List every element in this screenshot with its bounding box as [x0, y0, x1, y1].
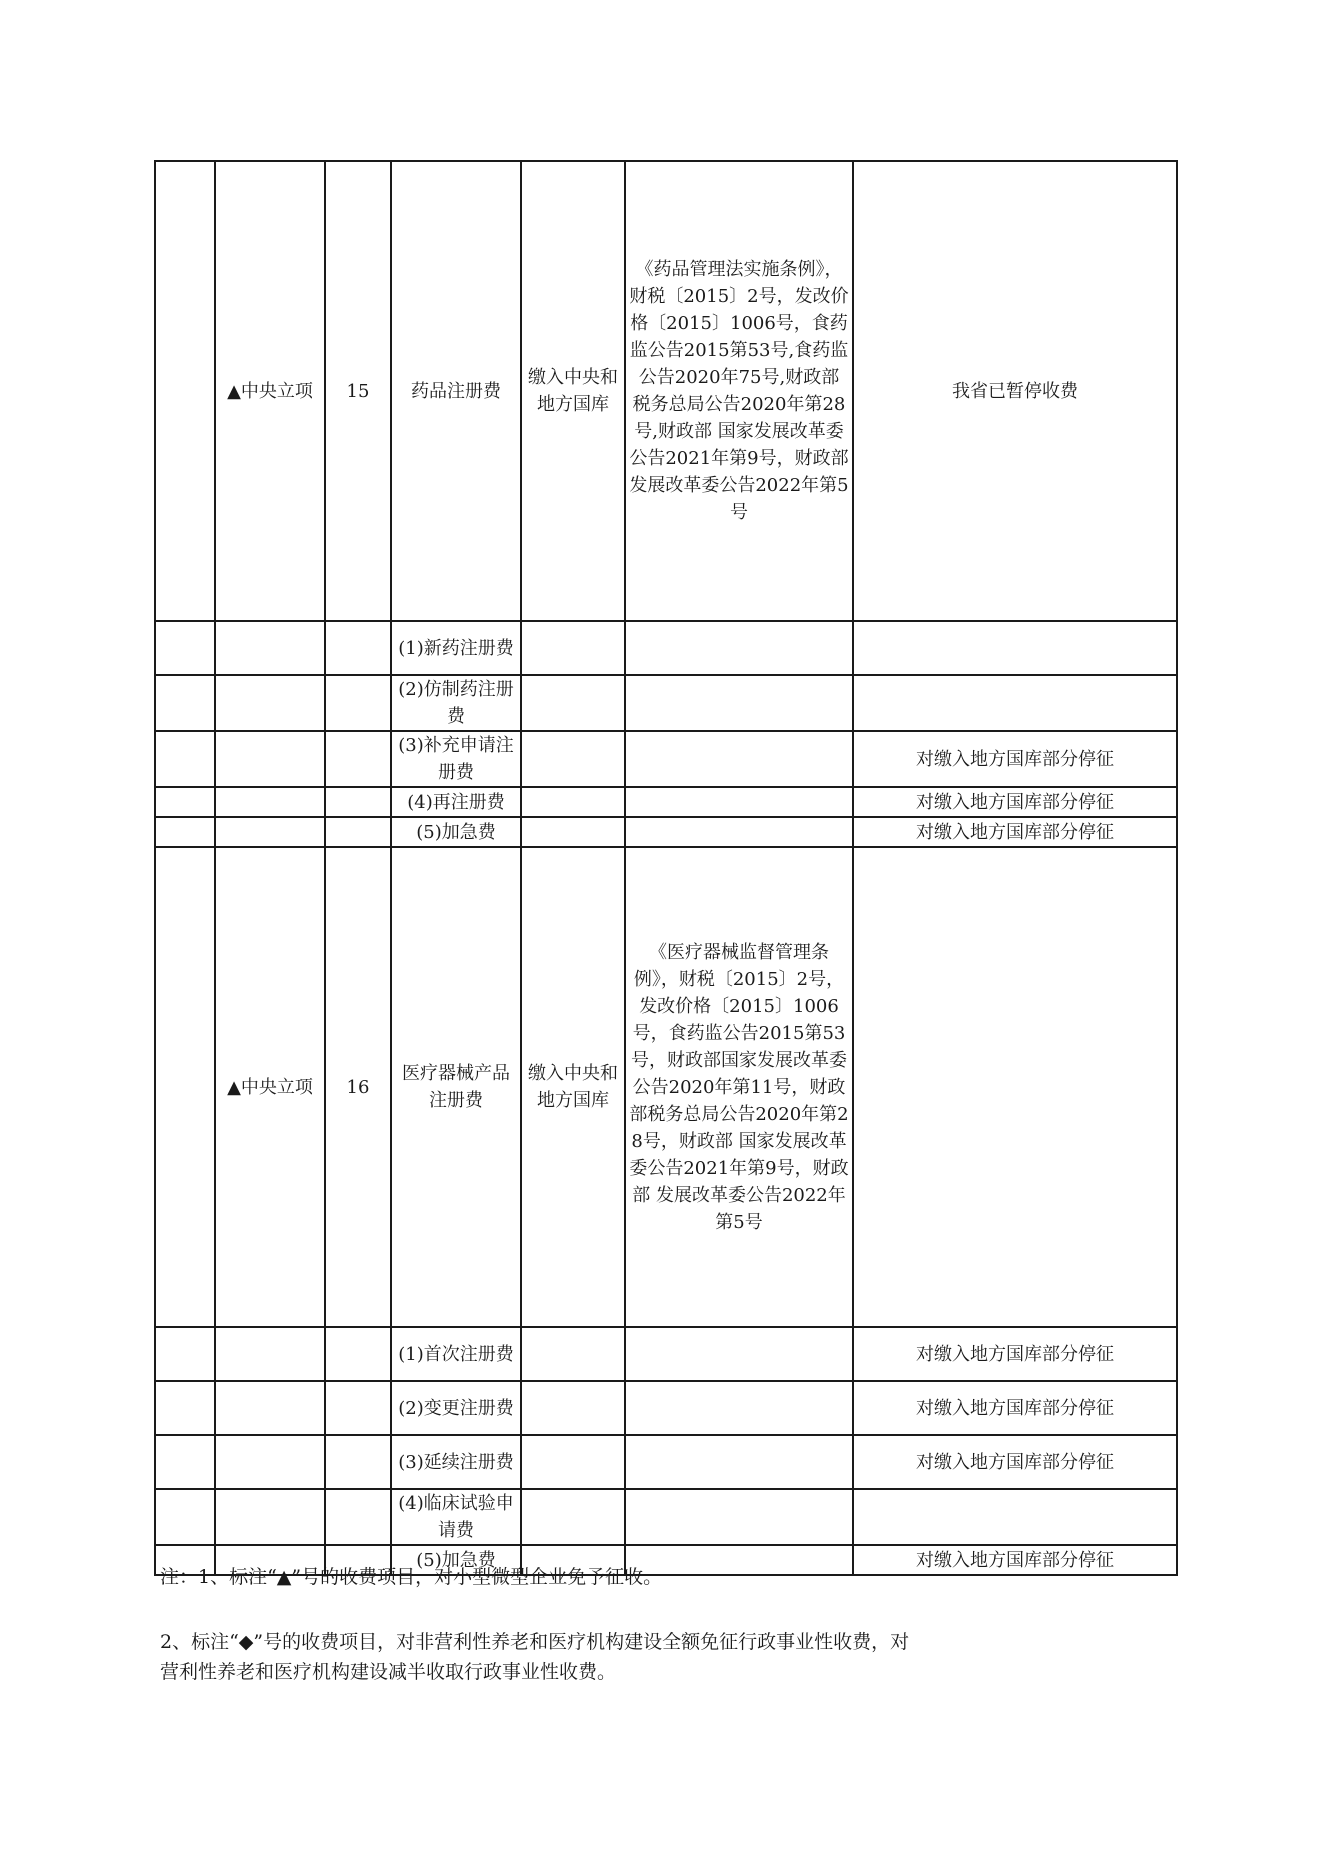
blank-cell [625, 621, 853, 675]
blank-cell [521, 731, 625, 787]
blank-cell [215, 787, 325, 817]
blank-cell [325, 1381, 391, 1435]
fee-table [154, 160, 1178, 1576]
blank-cell [521, 787, 625, 817]
subitem-name-cell: (1)首次注册费 [391, 1327, 521, 1381]
subitem-name-cell: (1)新药注册费 [391, 621, 521, 675]
blank-cell [625, 817, 853, 847]
item-basis-cell: 《医疗器械监督管理条例》，财税〔2015〕2号，发改价格〔2015〕1006号，食药监公告2015第53号，财政部国家发展改革委公告2020年第11号，财政部税务总局公告2020年第28号，财政部 国家发展改革委公告2021年第9号，财政部 发展改革委公告2022年第5号 [625, 847, 853, 1327]
blank-cell [215, 731, 325, 787]
blank-cell [625, 731, 853, 787]
subitem-remark-cell [853, 675, 1177, 731]
item-destination-cell: 缴入中央和地方国库 [521, 847, 625, 1327]
blank-cell [325, 1435, 391, 1489]
table-row [155, 161, 1177, 621]
blank-cell [215, 1327, 325, 1381]
subitem-name-cell: (3)延续注册费 [391, 1435, 521, 1489]
item-basis-cell: 《药品管理法实施条例》，财税〔2015〕2号，发改价格〔2015〕1006号，食药监公告2015第53号,食药监公告2020年75号,财政部 税务总局公告2020年第28号,财政部 国家发展改革委公告2021年第9号，财政部 发展改革委公告2022年第5号 [625, 161, 853, 621]
blank-cell [521, 1489, 625, 1545]
blank-cell [325, 675, 391, 731]
table-row [155, 817, 1177, 847]
blank-cell [155, 1435, 215, 1489]
blank-cell [325, 787, 391, 817]
item-name-cell: 药品注册费 [391, 161, 521, 621]
item-mark-cell: ▲中央立项 [215, 161, 325, 621]
subitem-name-cell: (5)加急费 [391, 817, 521, 847]
blank-cell [325, 1327, 391, 1381]
blank-cell [625, 1381, 853, 1435]
blank-cell [215, 1435, 325, 1489]
blank-cell [215, 1381, 325, 1435]
blank-cell [625, 1327, 853, 1381]
table-row [155, 847, 1177, 1327]
item-seq-cell: 15 [325, 161, 391, 621]
subitem-remark-cell [853, 1489, 1177, 1545]
subitem-remark-cell [853, 621, 1177, 675]
table-row [155, 621, 1177, 675]
blank-cell [155, 1489, 215, 1545]
blank-cell [521, 1435, 625, 1489]
blank-cell [155, 621, 215, 675]
subitem-name-cell: (5)加急费 [391, 1545, 521, 1575]
blank-cell [155, 1327, 215, 1381]
subitem-remark-cell: 对缴入地方国库部分停征 [853, 787, 1177, 817]
blank-cell [215, 675, 325, 731]
blank-cell [155, 817, 215, 847]
footnote-1: 注：1、标注“▲”号的收费项目，对小型微型企业免予征收。 [160, 1566, 663, 1588]
blank-cell [325, 1489, 391, 1545]
table-row [155, 1489, 1177, 1545]
blank-cell [155, 675, 215, 731]
subitem-name-cell: (2)变更注册费 [391, 1381, 521, 1435]
blank-cell [215, 817, 325, 847]
subitem-name-cell: (4)临床试验申请费 [391, 1489, 521, 1545]
blank-cell [325, 731, 391, 787]
item-name-cell: 医疗器械产品注册费 [391, 847, 521, 1327]
table-row [155, 1327, 1177, 1381]
item-remark-cell [853, 847, 1177, 1327]
subitem-remark-cell: 对缴入地方国库部分停征 [853, 1327, 1177, 1381]
footnote-2 [160, 1627, 909, 1687]
blank-cell [521, 675, 625, 731]
blank-cell [325, 621, 391, 675]
blank-cell [215, 621, 325, 675]
table-row [155, 731, 1177, 787]
subitem-remark-cell: 对缴入地方国库部分停征 [853, 1381, 1177, 1435]
blank-cell [625, 1489, 853, 1545]
subitem-remark-cell: 对缴入地方国库部分停征 [853, 1545, 1177, 1575]
subitem-name-cell: (4)再注册费 [391, 787, 521, 817]
blank-cell [215, 1489, 325, 1545]
subitem-name-cell: (2)仿制药注册费 [391, 675, 521, 731]
blank-cell [155, 161, 215, 621]
blank-cell [625, 675, 853, 731]
blank-cell [155, 847, 215, 1327]
item-destination-cell: 缴入中央和地方国库 [521, 161, 625, 621]
item-mark-cell: ▲中央立项 [215, 847, 325, 1327]
subitem-remark-cell: 对缴入地方国库部分停征 [853, 731, 1177, 787]
blank-cell [625, 787, 853, 817]
blank-cell [625, 1435, 853, 1489]
blank-cell [521, 1381, 625, 1435]
blank-cell [521, 1327, 625, 1381]
table-row [155, 675, 1177, 731]
item-seq-cell: 16 [325, 847, 391, 1327]
subitem-remark-cell: 对缴入地方国库部分停征 [853, 817, 1177, 847]
blank-cell [155, 731, 215, 787]
blank-cell [155, 787, 215, 817]
blank-cell [521, 621, 625, 675]
footnote-2-line-2: 营利性养老和医疗机构建设减半收取行政事业性收费。 [160, 1661, 617, 1683]
table-row [155, 1381, 1177, 1435]
blank-cell [155, 1381, 215, 1435]
blank-cell [521, 817, 625, 847]
item-remark-cell: 我省已暂停收费 [853, 161, 1177, 621]
table-row [155, 787, 1177, 817]
footnote-2-line-1: 2、标注“◆”号的收费项目，对非营利性养老和医疗机构建设全额免征行政事业性收费，对 [160, 1631, 910, 1653]
table-row [155, 1435, 1177, 1489]
subitem-name-cell: (3)补充申请注册费 [391, 731, 521, 787]
subitem-remark-cell: 对缴入地方国库部分停征 [853, 1435, 1177, 1489]
blank-cell [325, 817, 391, 847]
